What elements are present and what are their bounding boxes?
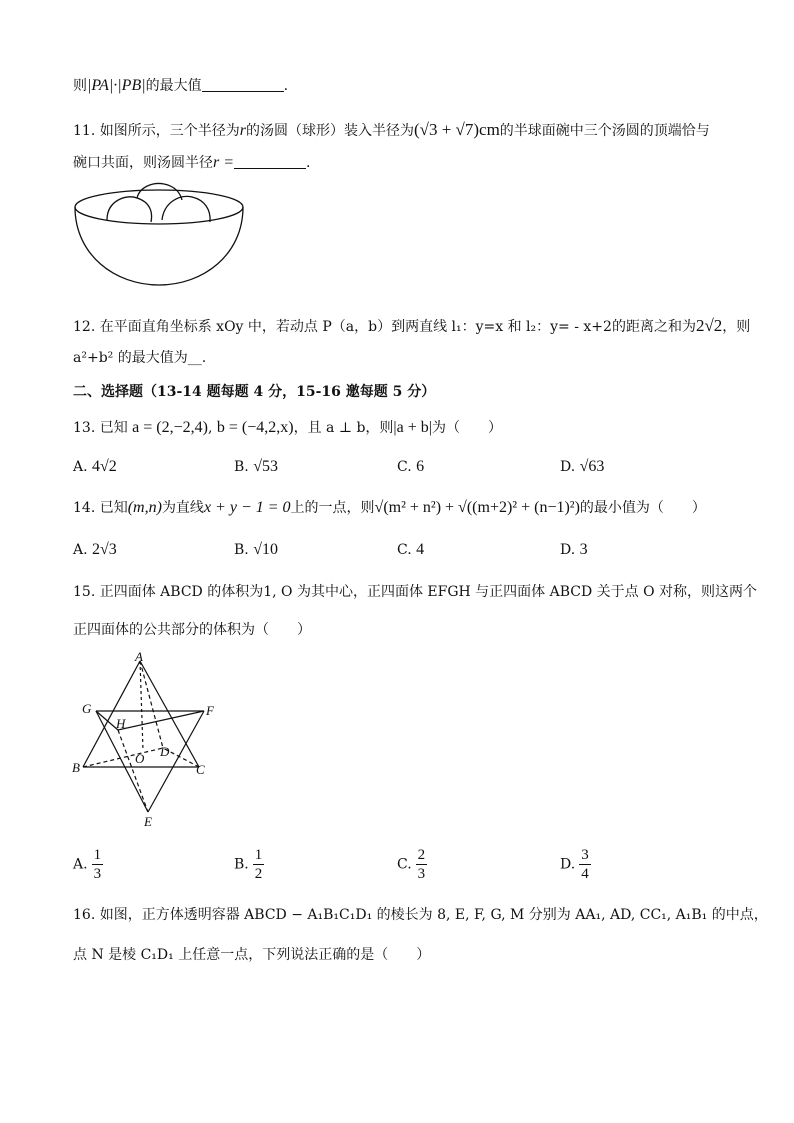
- q10-tail-line: [73, 76, 288, 96]
- option-value: 4√2: [92, 458, 117, 475]
- label-H: H: [116, 716, 126, 731]
- q13-tail: 为（ ）: [431, 420, 502, 436]
- q11-text1: 如图所示，三个半径为: [99, 123, 240, 139]
- option-label: B.: [234, 542, 249, 558]
- label-G: G: [82, 701, 92, 716]
- q11-number: 11.: [73, 123, 96, 139]
- q11-r-symbol: r: [239, 122, 246, 139]
- q11-line2: [73, 153, 310, 173]
- q14-line-equation: x + y − 1 = 0: [203, 499, 291, 516]
- q11-line1: [73, 120, 710, 141]
- q13-option-c[interactable]: [397, 458, 424, 476]
- option-label: D.: [560, 542, 576, 558]
- q13-number: 13.: [73, 420, 96, 436]
- q12-text2: 的距离之和为: [611, 319, 696, 335]
- section2-title: 二、选择题（13-14 题每题 4 分，15-16 邀每题 5 分）: [73, 384, 436, 400]
- option-value: √53: [253, 458, 278, 475]
- q13-condition: ，且 a ⊥ b，则: [293, 420, 394, 436]
- q10-end: .: [283, 78, 289, 94]
- q13-ask: |a + b|: [393, 419, 432, 436]
- tangyuan-middle: [137, 184, 182, 200]
- fraction-numerator: 1: [254, 847, 263, 863]
- label-B: B: [72, 760, 80, 775]
- label-O: O: [135, 751, 145, 766]
- bowl-rim: [75, 190, 243, 224]
- q11-answer-blank: [234, 154, 306, 169]
- option-value: 4: [416, 541, 425, 558]
- q12-number: 12.: [73, 319, 96, 335]
- fraction-denominator: 3: [417, 866, 426, 882]
- q13-vector-a: a = (2,−2,4): [132, 419, 208, 436]
- q15-number: 15.: [73, 584, 96, 600]
- q14-stem: [73, 498, 706, 518]
- q14-number: 14.: [73, 500, 96, 516]
- q14-text2: 为直线: [161, 500, 204, 516]
- option-label: C.: [397, 542, 412, 558]
- option-fraction: [92, 846, 104, 883]
- option-label: B.: [234, 856, 249, 873]
- option-value: √10: [253, 541, 278, 558]
- q16-text2: 点 N 是棱 C₁D₁ 上任意一点，下列说法正确的是（ ）: [73, 947, 431, 963]
- q12-value: 2√2: [695, 316, 723, 335]
- q14-option-d[interactable]: [560, 541, 588, 559]
- fraction-numerator: 1: [93, 847, 102, 863]
- option-fraction: [253, 846, 265, 883]
- q15-option-a[interactable]: [73, 846, 103, 883]
- q10-prefix: 则: [73, 78, 87, 94]
- edge-HF: [118, 711, 204, 730]
- q15-line1: [73, 582, 757, 602]
- q11-line2-text: 碗口共面，则汤圆半径: [73, 155, 213, 171]
- q15-option-d[interactable]: [560, 846, 591, 883]
- q11-bowl-radius: (√3 + √7)cm: [413, 120, 500, 139]
- q13-vector-b: b = (−4,2,x): [216, 419, 294, 436]
- label-D: D: [160, 744, 170, 759]
- q16-number: 16.: [73, 907, 96, 923]
- q14-option-c[interactable]: [397, 541, 424, 559]
- q15-line2: [73, 620, 311, 640]
- edge-AD: [140, 661, 163, 748]
- option-label: A.: [73, 459, 88, 475]
- label-A: A: [135, 650, 143, 664]
- q14-option-b[interactable]: [234, 541, 278, 559]
- q15-option-b[interactable]: [234, 846, 264, 883]
- tetrahedra-figure: [68, 650, 238, 830]
- q12-text1: 在平面直角坐标系 xOy 中，若动点 P（a，b）到两直线 l₁：y=x 和 l₂：y= - x+2: [99, 319, 612, 335]
- edge-HE: [118, 730, 148, 812]
- option-label: A.: [73, 542, 88, 558]
- edge-GH: [96, 711, 118, 730]
- option-value: √63: [579, 458, 605, 475]
- q12-line2: [73, 348, 206, 368]
- tangyuan-right: [162, 196, 210, 222]
- option-fraction: [579, 846, 591, 883]
- q15-text1: 正四面体 ABCD 的体积为1, O 为其中心，正四面体 EFGH 与正四面体 ABCD 关于点 O 对称，则这两个: [99, 584, 758, 600]
- q11-r-equals: r =: [213, 154, 235, 171]
- label-F: F: [206, 703, 214, 718]
- q16-text1: 如图，正方体透明容器 ABCD − A₁B₁C₁D₁ 的棱长为 8, E, F, G, M 分别为 AA₁, AD, CC₁, A₁B₁ 的中点，: [99, 907, 768, 923]
- option-fraction: [416, 846, 428, 883]
- q14-point: (m,n): [127, 499, 162, 516]
- q12-line1: [73, 316, 750, 337]
- q15-option-c[interactable]: [397, 846, 427, 883]
- tangyuan-left: [107, 197, 152, 222]
- option-value: 2√3: [92, 541, 117, 558]
- fraction-denominator: 3: [93, 866, 102, 882]
- label-C: C: [196, 762, 205, 777]
- option-label: C.: [397, 459, 412, 475]
- option-label: C.: [397, 856, 412, 873]
- q14-tail: 的最小值为（ ）: [579, 500, 706, 516]
- option-value: 6: [416, 458, 425, 475]
- q16-line1: [73, 905, 768, 925]
- fraction-denominator: 4: [581, 866, 589, 882]
- q14-text1: 已知: [99, 500, 128, 516]
- fraction-numerator: 2: [417, 847, 426, 863]
- q14-option-a[interactable]: [73, 541, 117, 559]
- q15-text2: 正四面体的公共部分的体积为（ ）: [73, 622, 311, 638]
- q13-stem: 13. 已知 a = (2,−2,4), b = (−4,2,x)，且 a ⊥ b，则|a + b|为（ ）: [73, 419, 502, 436]
- fraction-numerator: 3: [581, 847, 589, 863]
- bowl-figure: [70, 180, 248, 290]
- option-label: A.: [73, 856, 88, 873]
- option-value: 3: [579, 541, 588, 558]
- q12-question: a²+b² 的最大值为__.: [73, 350, 207, 366]
- q13-option-d[interactable]: [560, 458, 604, 476]
- q11-text2: 的汤圆（球形）装入半径为: [245, 123, 414, 139]
- q10-suffix: 的最大值: [145, 78, 202, 94]
- q10-answer-blank: [202, 77, 284, 92]
- option-label: D.: [560, 856, 576, 873]
- q11-text3: 的半球面碗中三个汤圆的顶端恰与: [499, 123, 710, 139]
- q13-text1: 已知: [99, 420, 128, 436]
- q12-text3: ，则: [722, 319, 751, 335]
- edge-AB: [83, 661, 140, 767]
- q14-expression: √(m² + n²) + √((m+2)² + (n−1)²): [374, 499, 580, 516]
- q10-expression: |PA|·|PB|: [87, 77, 146, 94]
- q13-option-b[interactable]: [234, 458, 278, 476]
- option-label: B.: [234, 459, 249, 475]
- option-label: D.: [560, 459, 576, 475]
- q16-line2: [73, 945, 430, 965]
- q11-end: .: [306, 155, 311, 171]
- q14-text3: 上的一点，则: [290, 500, 375, 516]
- q13-option-a[interactable]: [73, 458, 117, 476]
- axis-AO: [140, 661, 143, 750]
- fraction-denominator: 2: [254, 866, 263, 882]
- label-E: E: [144, 814, 152, 829]
